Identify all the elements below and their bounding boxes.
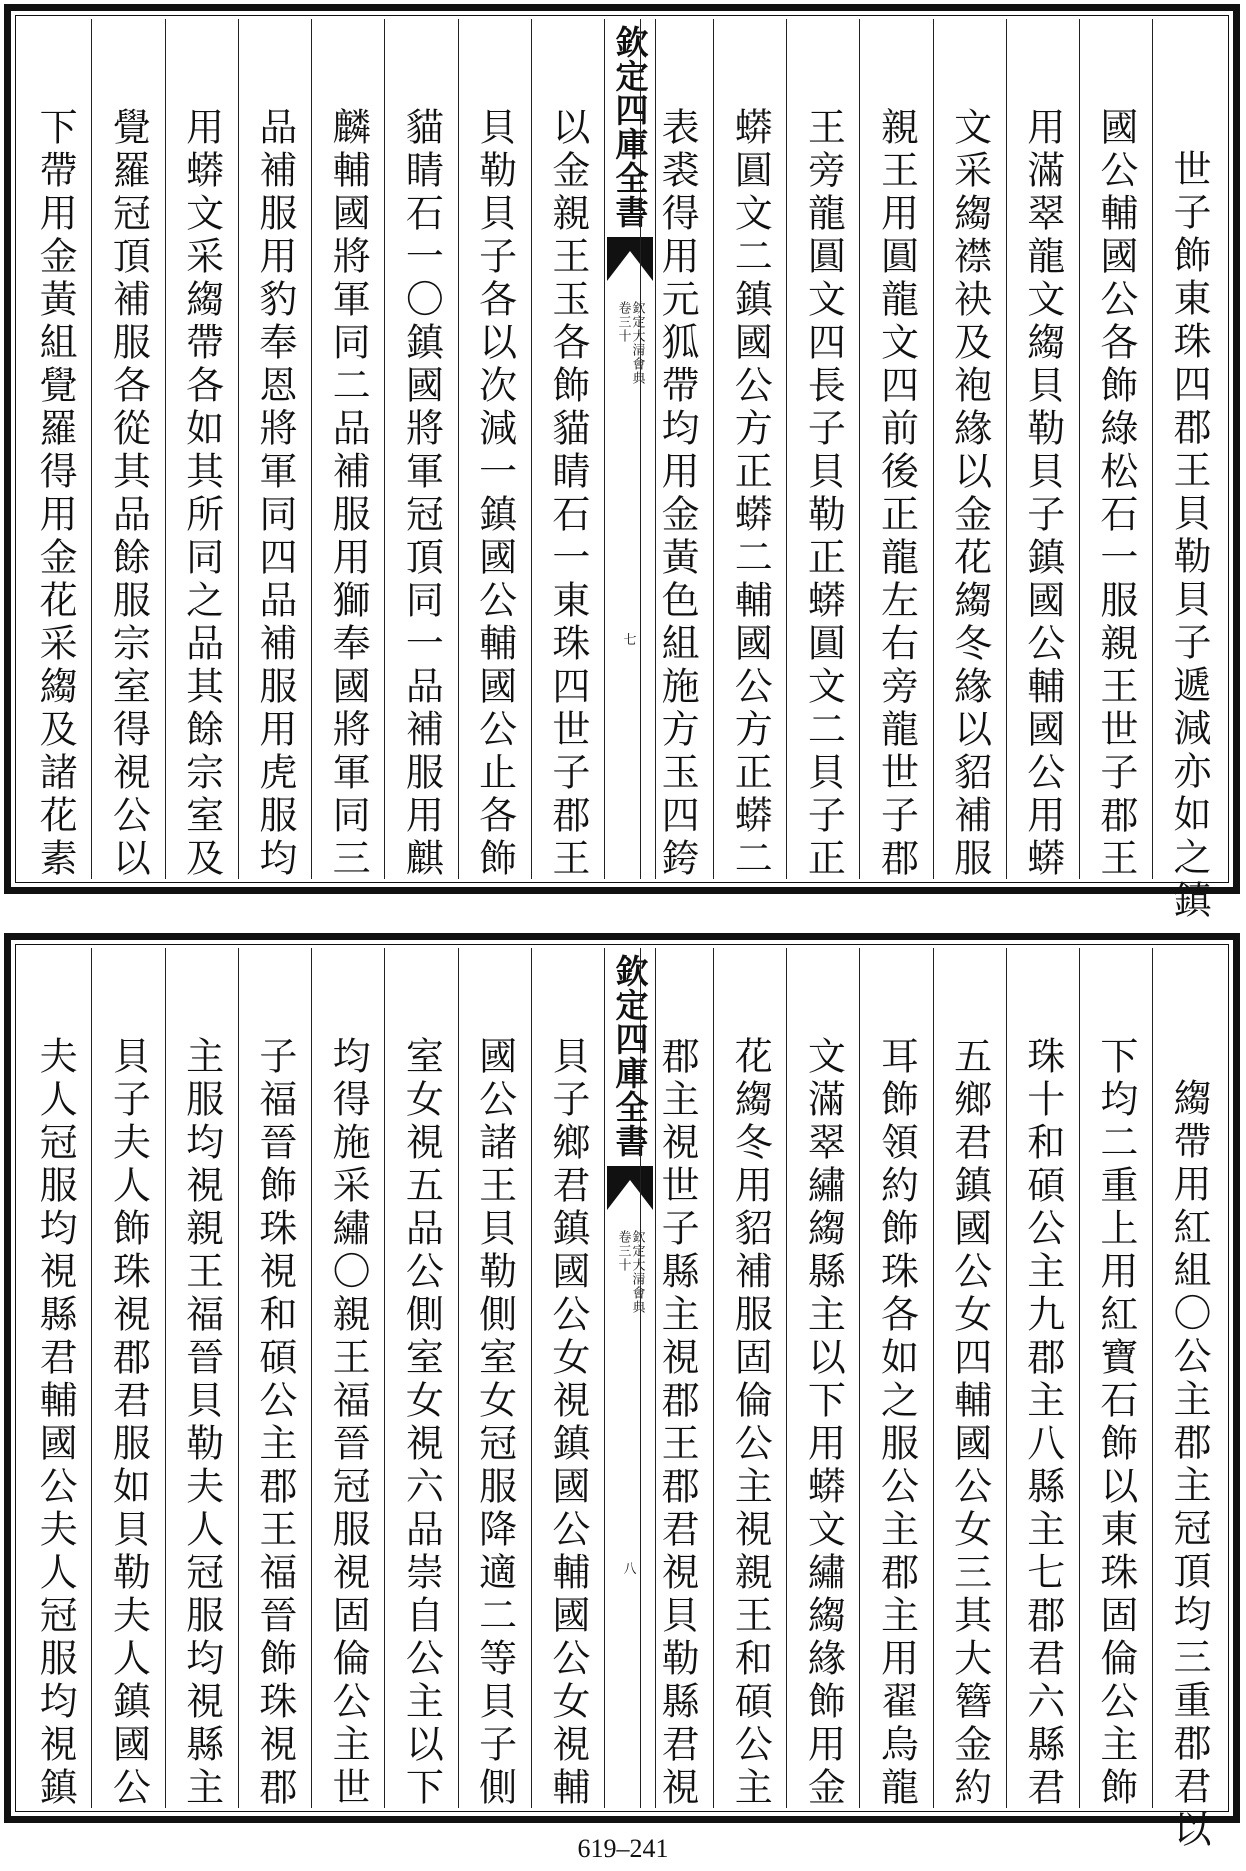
column-text: 下均二重上用紅寶石飾以東珠固倫公主飾 xyxy=(1093,1036,1138,1810)
text-column xyxy=(238,19,311,879)
text-columns-left xyxy=(19,948,604,1808)
book-page-top xyxy=(4,4,1240,923)
text-columns-left xyxy=(19,19,604,879)
volume-number: 卷三十 xyxy=(615,1230,631,1272)
text-column xyxy=(384,19,457,879)
text-column xyxy=(859,19,932,879)
text-column xyxy=(640,948,713,1808)
column-text: 郡主視世子縣主視郡王郡君視貝勒縣君視 xyxy=(655,1036,700,1810)
text-column xyxy=(311,948,384,1808)
column-text: 麟輔國將軍同二品補服用獅奉國將軍同三 xyxy=(326,107,371,881)
column-text: 室女視五品公側室女視六品崇自公主以下 xyxy=(399,1036,444,1810)
text-column xyxy=(933,948,1006,1808)
text-columns-right xyxy=(640,19,1225,923)
text-column xyxy=(531,19,604,879)
column-text: 世子飾東珠四郡王貝勒貝子遞減亦如之鎮 xyxy=(1166,149,1211,923)
text-column xyxy=(640,19,713,879)
folio-number: 八 xyxy=(623,1562,637,1577)
text-column xyxy=(1006,948,1079,1808)
text-column xyxy=(384,948,457,1808)
text-column xyxy=(1079,19,1152,879)
column-text: 子福晉飾珠視和碩公主郡王福晉飾珠視郡 xyxy=(252,1036,297,1810)
column-text: 貝子夫人飾珠視郡君服如貝勒夫人鎮國公 xyxy=(106,1036,151,1810)
text-column xyxy=(1152,19,1225,923)
folio-number: 七 xyxy=(623,633,637,648)
column-text: 品補服用豹奉恩將軍同四品補服用虎服均 xyxy=(252,107,297,881)
text-column xyxy=(786,19,859,879)
column-text: 國公輔國公各飾綠松石一服親王世子郡王 xyxy=(1093,107,1138,881)
column-text: 用蟒文采縐帶各如其所同之品其餘宗室及 xyxy=(179,107,224,881)
column-text: 覺羅冠頂補服各從其品餘服宗室得視公以 xyxy=(106,107,151,881)
text-column xyxy=(786,948,859,1808)
book-name: 欽定大清會典 xyxy=(629,301,645,385)
text-column xyxy=(458,19,531,879)
column-text: 親王用圓龍文四前後正龍左右旁龍世子郡 xyxy=(874,107,919,881)
column-text: 縐帶用紅組〇公主郡主冠頂均三重郡君以 xyxy=(1166,1078,1211,1852)
volume-number: 卷三十 xyxy=(615,301,631,343)
book-name: 欽定大清會典 xyxy=(629,1230,645,1314)
text-column xyxy=(91,19,164,879)
text-column xyxy=(531,948,604,1808)
column-text: 夫人冠服均視縣君輔國公夫人冠服均視鎮 xyxy=(33,1036,78,1810)
text-column xyxy=(1152,948,1225,1852)
text-column xyxy=(19,948,91,1808)
column-text: 王旁龍圓文四長子貝勒正蟒圓文二貝子正 xyxy=(801,107,846,881)
text-column xyxy=(165,948,238,1808)
column-text: 貓睛石一〇鎮國將軍冠頂同一品補服用麒 xyxy=(399,107,444,881)
column-text: 以金親王玉各飾貓睛石一東珠四世子郡王 xyxy=(545,107,590,881)
column-text: 珠十和碩公主九郡主八縣主七郡君六縣君 xyxy=(1020,1036,1065,1810)
text-column xyxy=(91,948,164,1808)
column-text: 文采縐襟袂及袍緣以金花縐冬緣以貂補服 xyxy=(947,107,992,881)
column-text: 國公諸王貝勒側室女冠服降適二等貝子側 xyxy=(472,1036,517,1810)
text-column xyxy=(19,19,91,879)
column-text: 下帶用金黃組覺羅得用金花采縐及諸花素 xyxy=(33,107,78,881)
page-footer-number: 619–241 xyxy=(577,1834,669,1863)
text-column xyxy=(238,948,311,1808)
text-columns-right xyxy=(640,948,1225,1852)
text-column xyxy=(1006,19,1079,879)
column-text: 蟒圓文二鎮國公方正蟒二輔國公方正蟒二 xyxy=(728,107,773,881)
text-column xyxy=(165,19,238,879)
text-column xyxy=(933,19,1006,879)
column-text: 文滿翠繡縐縣主以下用蟒文繡縐緣飾用金 xyxy=(801,1036,846,1810)
center-title: 欽定四庫全書 xyxy=(610,954,650,1158)
column-text: 貝勒貝子各以次減一鎮國公輔國公止各飾 xyxy=(472,107,517,881)
column-text: 耳飾領約飾珠各如之服公主郡主用翟烏龍 xyxy=(874,1036,919,1810)
text-column xyxy=(311,19,384,879)
column-text: 貝子鄉君鎮國公女視鎮國公輔國公女視輔 xyxy=(545,1036,590,1810)
text-column xyxy=(859,948,932,1808)
text-column xyxy=(713,948,786,1808)
text-column xyxy=(713,19,786,879)
column-text: 花縐冬用貂補服固倫公主視親王和碩公主 xyxy=(728,1036,773,1810)
center-title: 欽定四庫全書 xyxy=(610,25,650,229)
column-text: 表裘得用元狐帶均用金黃色組施方玉四銙 xyxy=(655,107,700,881)
column-text: 主服均視親王福晉貝勒夫人冠服均視縣主 xyxy=(179,1036,224,1810)
column-text: 用滿翠龍文縐貝勒貝子鎮國公輔國公用蟒 xyxy=(1020,107,1065,881)
column-text: 均得施采繡〇親王福晉冠服視固倫公主世 xyxy=(326,1036,371,1810)
text-column xyxy=(458,948,531,1808)
column-text: 五鄉君鎮國公女四輔國公女三其大簪金約 xyxy=(947,1036,992,1810)
text-column xyxy=(1079,948,1152,1808)
